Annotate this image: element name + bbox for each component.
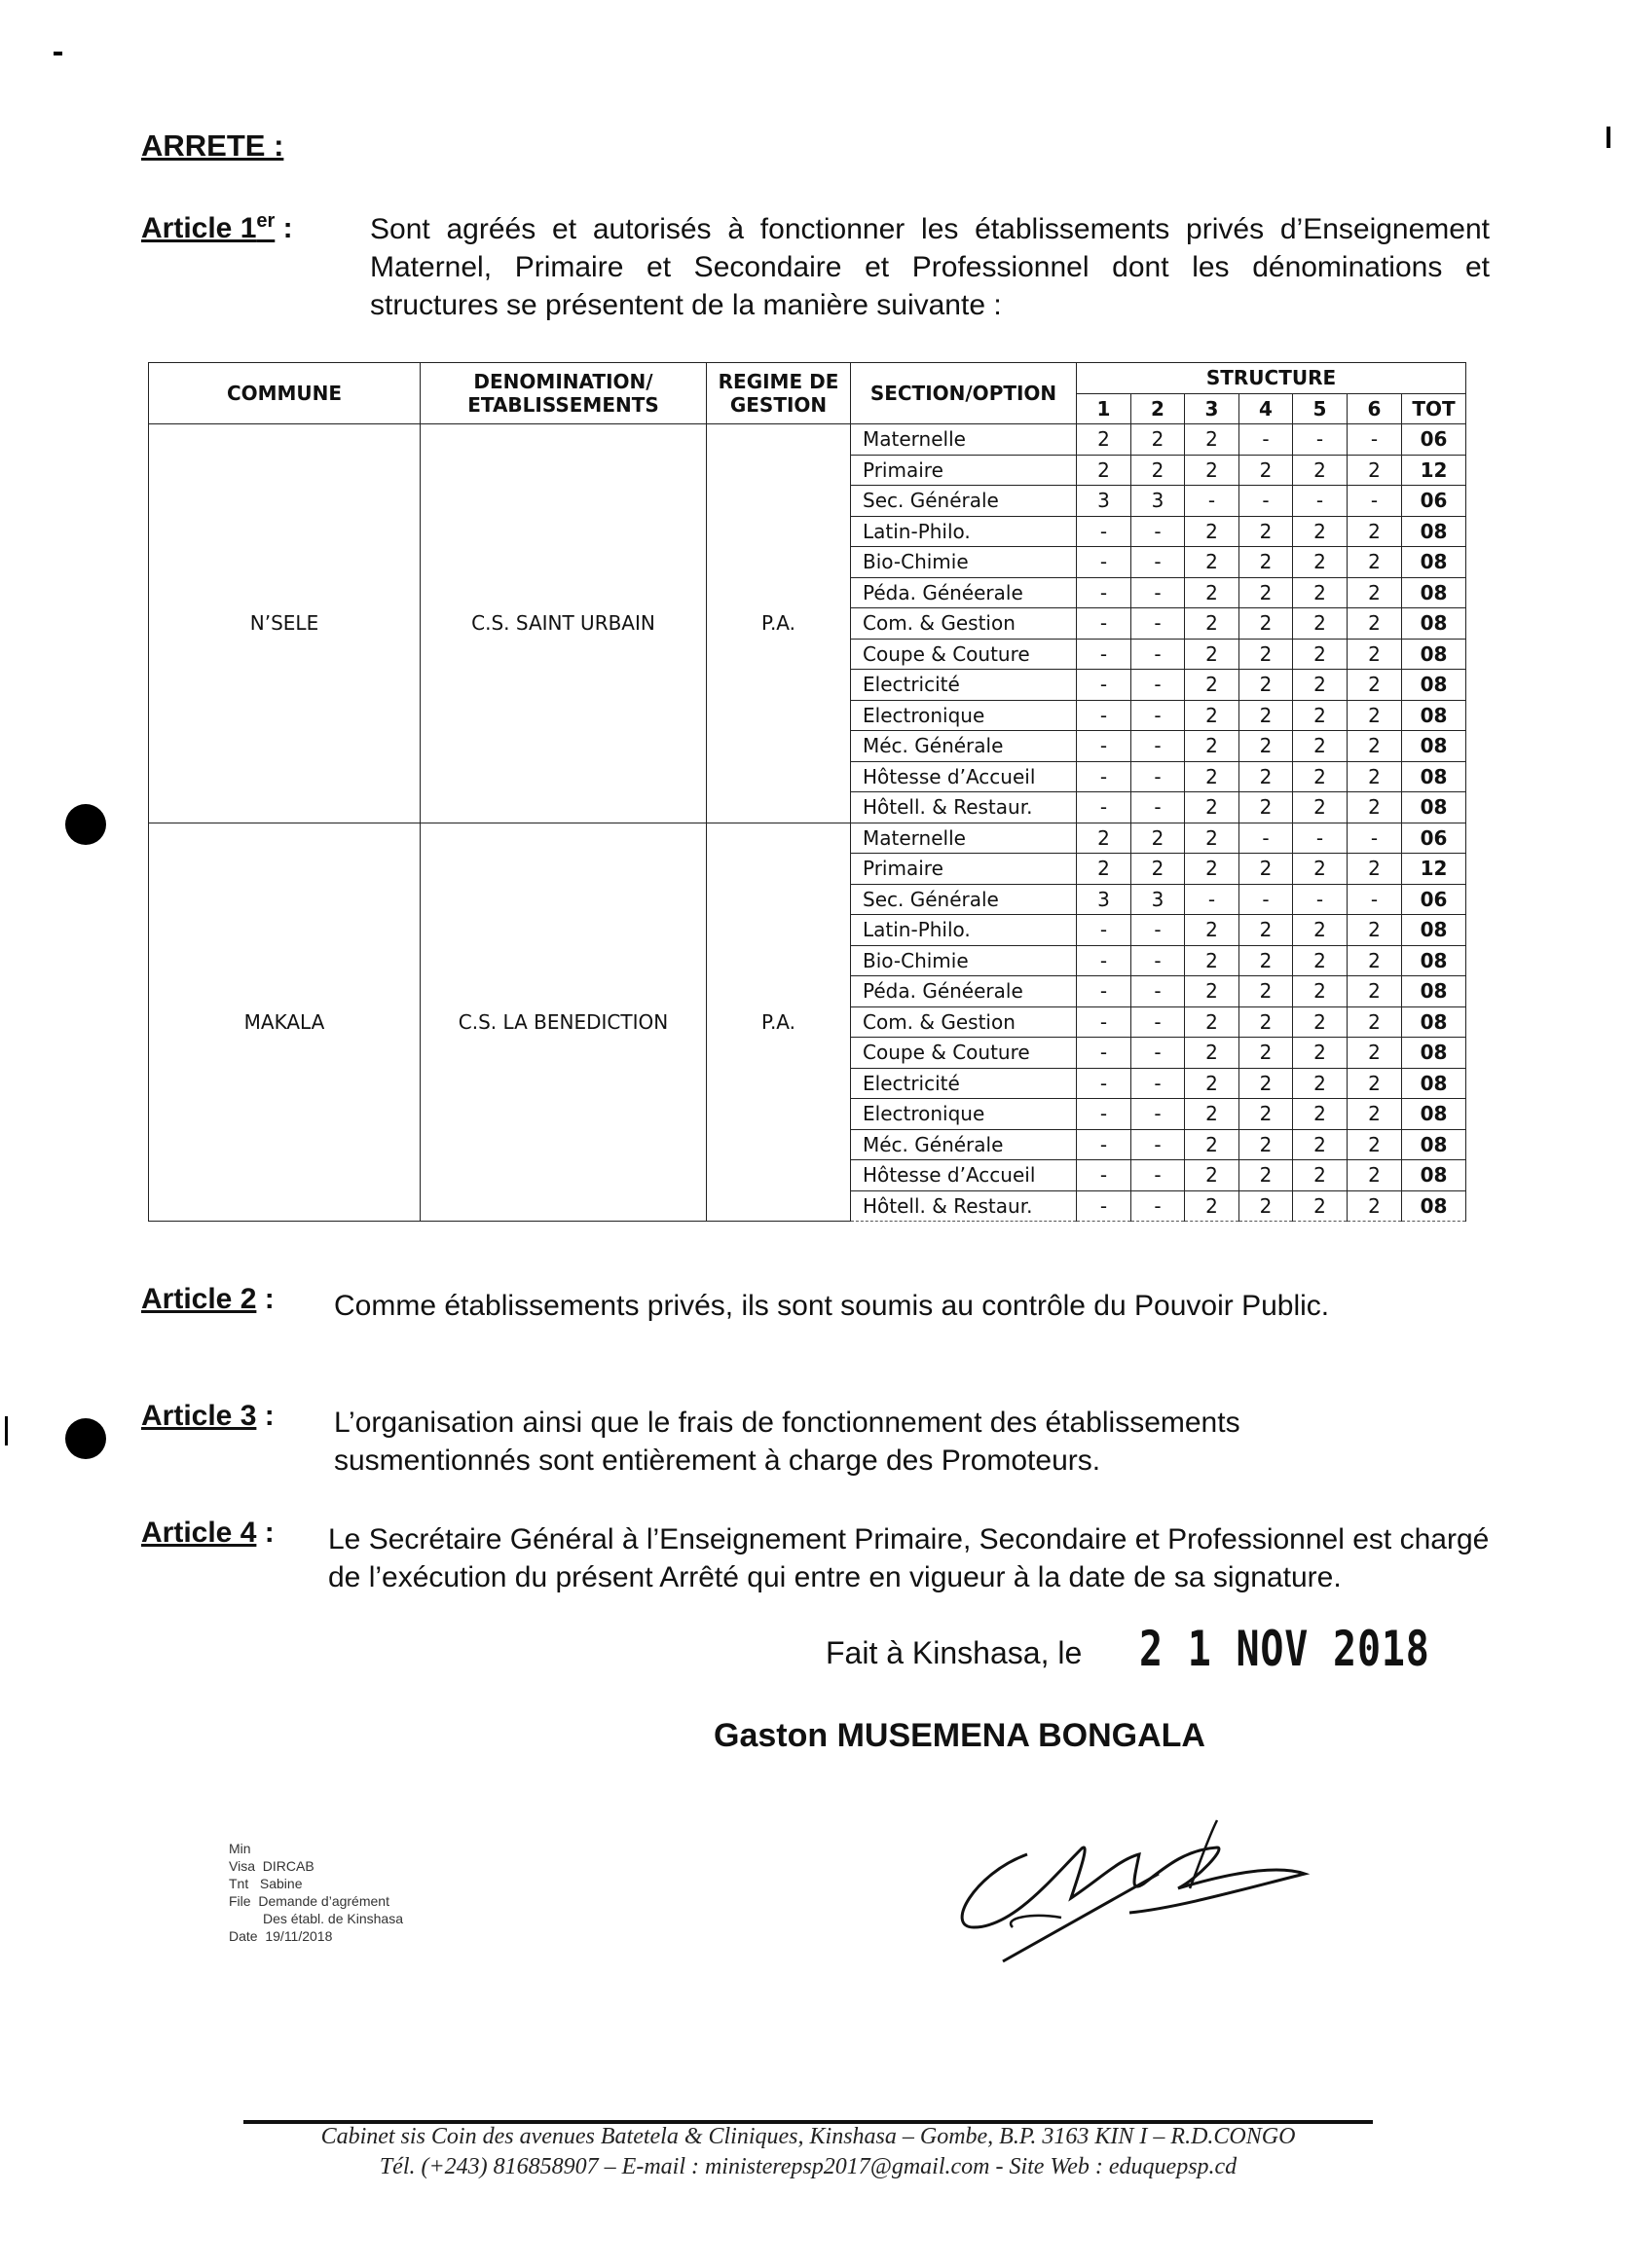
structure-value-cell: -: [1131, 1160, 1185, 1191]
structure-value-cell: 2: [1185, 608, 1239, 640]
structure-value-cell: -: [1077, 577, 1131, 608]
structure-value-cell: 2: [1239, 761, 1293, 792]
structure-value-cell: 2: [1185, 761, 1239, 792]
structure-value-cell: -: [1239, 884, 1293, 915]
visa-line: Tnt Sabine: [229, 1876, 303, 1891]
signature-icon: [935, 1781, 1324, 1976]
section-cell: Maternelle: [851, 823, 1077, 854]
structure-value-cell: 2: [1293, 731, 1348, 762]
structure-value-cell: 2: [1293, 854, 1348, 885]
structure-value-cell: 2: [1131, 424, 1185, 456]
structure-value-cell: -: [1077, 1190, 1131, 1222]
structure-value-cell: 2: [1185, 424, 1239, 456]
structure-value-cell: 2: [1239, 455, 1293, 486]
structure-value-cell: 2: [1239, 1068, 1293, 1099]
scan-speck: [54, 52, 62, 55]
article-1-title: Article 1er: [141, 210, 276, 244]
structure-value-cell: -: [1131, 1006, 1185, 1038]
total-cell: 08: [1402, 792, 1466, 823]
structure-value-cell: -: [1185, 486, 1239, 517]
total-cell: 08: [1402, 1129, 1466, 1160]
structure-value-cell: 2: [1293, 1068, 1348, 1099]
structure-value-cell: 2: [1239, 670, 1293, 701]
section-cell: Primaire: [851, 455, 1077, 486]
structure-value-cell: 2: [1348, 976, 1402, 1007]
place-date: Fait à Kinshasa, le: [826, 1635, 1083, 1670]
total-cell: 08: [1402, 1006, 1466, 1038]
article-1-text: Sont agréés et autorisés à fonctionner les établissements privés d’Enseignement Maternel, Primaire et Secondaire et Professionnel dont les dénominations et structures se présentent de la manière suivante :: [370, 213, 1490, 321]
structure-value-cell: -: [1131, 945, 1185, 976]
structure-value-cell: 2: [1293, 608, 1348, 640]
table-row: [149, 424, 1466, 456]
structure-value-cell: -: [1131, 547, 1185, 578]
structure-value-cell: -: [1131, 1038, 1185, 1069]
structure-value-cell: 3: [1077, 486, 1131, 517]
structure-value-cell: -: [1131, 670, 1185, 701]
header-structure: STRUCTURE: [1077, 363, 1466, 394]
article-4-text: Le Secrétaire Général à l’Enseignement Primaire, Secondaire et Professionnel est chargé de l’exécution du présent Arrêté qui entre en vigueur à la date de sa signature.: [328, 1523, 1490, 1593]
section-cell: Hôtell. & Restaur.: [851, 792, 1077, 823]
etablissement-cell: C.S. LA BENEDICTION: [421, 823, 707, 1222]
structure-value-cell: -: [1077, 1160, 1131, 1191]
article-4-title: Article 4: [141, 1517, 257, 1549]
structure-value-cell: -: [1077, 670, 1131, 701]
header-col-5: 5: [1293, 393, 1348, 424]
structure-value-cell: 2: [1077, 455, 1131, 486]
structure-value-cell: 2: [1185, 915, 1239, 946]
structure-value-cell: 2: [1293, 915, 1348, 946]
structure-value-cell: 3: [1077, 884, 1131, 915]
total-cell: 08: [1402, 1099, 1466, 1130]
structure-value-cell: 2: [1348, 516, 1402, 547]
structure-value-cell: -: [1131, 1129, 1185, 1160]
structure-value-cell: 2: [1293, 761, 1348, 792]
structure-value-cell: 2: [1293, 1006, 1348, 1038]
visa-line: Min: [229, 1841, 251, 1856]
structure-value-cell: 2: [1293, 1160, 1348, 1191]
total-cell: 12: [1402, 455, 1466, 486]
structure-value-cell: 2: [1348, 455, 1402, 486]
total-cell: 08: [1402, 1068, 1466, 1099]
structure-value-cell: -: [1131, 792, 1185, 823]
structure-value-cell: -: [1131, 577, 1185, 608]
structure-value-cell: -: [1077, 1099, 1131, 1130]
decree-heading: ARRETE :: [141, 128, 284, 163]
section-cell: Hôtesse d’Accueil: [851, 1160, 1077, 1191]
structure-value-cell: 2: [1348, 1129, 1402, 1160]
structure-value-cell: -: [1077, 761, 1131, 792]
header-col-1: 1: [1077, 393, 1131, 424]
punch-hole: [65, 1418, 106, 1459]
structure-value-cell: 2: [1239, 915, 1293, 946]
structure-value-cell: 2: [1185, 823, 1239, 854]
structure-value-cell: 2: [1131, 854, 1185, 885]
structure-value-cell: 2: [1185, 639, 1239, 670]
structure-value-cell: -: [1239, 823, 1293, 854]
structure-value-cell: -: [1239, 424, 1293, 456]
section-cell: Coupe & Couture: [851, 639, 1077, 670]
section-cell: Com. & Gestion: [851, 1006, 1077, 1038]
structure-value-cell: 2: [1185, 670, 1239, 701]
structure-value-cell: 2: [1239, 577, 1293, 608]
structure-value-cell: 3: [1131, 486, 1185, 517]
structure-value-cell: 2: [1239, 731, 1293, 762]
regime-cell: P.A.: [707, 823, 851, 1222]
total-cell: 08: [1402, 639, 1466, 670]
structure-value-cell: 2: [1239, 976, 1293, 1007]
total-cell: 08: [1402, 547, 1466, 578]
structure-value-cell: 2: [1293, 670, 1348, 701]
structure-value-cell: -: [1293, 486, 1348, 517]
structure-value-cell: 2: [1185, 945, 1239, 976]
total-cell: 08: [1402, 516, 1466, 547]
structure-value-cell: 2: [1185, 1006, 1239, 1038]
structure-value-cell: 2: [1348, 1068, 1402, 1099]
structure-value-cell: 2: [1239, 854, 1293, 885]
structure-value-cell: -: [1293, 823, 1348, 854]
structure-value-cell: 2: [1293, 1190, 1348, 1222]
commune-cell: MAKALA: [149, 823, 421, 1222]
section-cell: Bio-Chimie: [851, 945, 1077, 976]
structure-value-cell: 2: [1293, 792, 1348, 823]
structure-value-cell: -: [1077, 915, 1131, 946]
regime-cell: P.A.: [707, 424, 851, 823]
structure-value-cell: 2: [1348, 547, 1402, 578]
total-cell: 08: [1402, 670, 1466, 701]
structure-value-cell: -: [1131, 761, 1185, 792]
total-cell: 06: [1402, 823, 1466, 854]
structure-value-cell: -: [1293, 424, 1348, 456]
article-3-colon: :: [256, 1400, 275, 1432]
section-cell: Electronique: [851, 1099, 1077, 1130]
section-cell: Coupe & Couture: [851, 1038, 1077, 1069]
structure-value-cell: 2: [1239, 516, 1293, 547]
visa-line: Des établ. de Kinshasa: [229, 1911, 403, 1926]
structure-value-cell: 2: [1239, 1006, 1293, 1038]
structure-value-cell: -: [1185, 884, 1239, 915]
structure-value-cell: -: [1077, 731, 1131, 762]
structure-value-cell: -: [1077, 792, 1131, 823]
article-3-text: L’organisation ainsi que le frais de fonctionnement des établissements susmentionnés sont entièrement à charge des Promoteurs.: [334, 1407, 1240, 1477]
section-cell: Hôtell. & Restaur.: [851, 1190, 1077, 1222]
structure-value-cell: 2: [1185, 976, 1239, 1007]
structure-value-cell: -: [1293, 884, 1348, 915]
structure-value-cell: -: [1131, 1190, 1185, 1222]
structure-value-cell: -: [1239, 486, 1293, 517]
structure-value-cell: 2: [1239, 1099, 1293, 1130]
structure-value-cell: 2: [1077, 854, 1131, 885]
structure-value-cell: -: [1131, 976, 1185, 1007]
structure-value-cell: 2: [1185, 455, 1239, 486]
structure-value-cell: 2: [1077, 823, 1131, 854]
total-cell: 08: [1402, 700, 1466, 731]
structure-value-cell: -: [1131, 731, 1185, 762]
structure-value-cell: 2: [1348, 1190, 1402, 1222]
header-section: SECTION/OPTION: [851, 363, 1077, 424]
section-cell: Maternelle: [851, 424, 1077, 456]
structure-value-cell: -: [1131, 700, 1185, 731]
structure-value-cell: 2: [1239, 792, 1293, 823]
structure-value-cell: -: [1348, 486, 1402, 517]
section-cell: Sec. Générale: [851, 884, 1077, 915]
structure-value-cell: 2: [1185, 516, 1239, 547]
structure-value-cell: 2: [1185, 1038, 1239, 1069]
structure-value-cell: 2: [1185, 1068, 1239, 1099]
total-cell: 06: [1402, 486, 1466, 517]
structure-value-cell: -: [1348, 884, 1402, 915]
structure-value-cell: 2: [1348, 608, 1402, 640]
scan-speck: [1607, 127, 1610, 148]
structure-value-cell: 2: [1185, 577, 1239, 608]
header-denomination: DENOMINATION/ ETABLISSEMENTS: [421, 363, 707, 424]
footer-address: Cabinet sis Coin des avenues Batetela & Cliniques, Kinshasa – Gombe, B.P. 3163 KIN I – R.D.CONGO: [320, 2124, 1296, 2149]
structure-value-cell: 2: [1185, 1129, 1239, 1160]
structure-value-cell: 2: [1293, 700, 1348, 731]
structure-value-cell: 2: [1185, 1099, 1239, 1130]
total-cell: 08: [1402, 577, 1466, 608]
visa-line: Date 19/11/2018: [229, 1928, 333, 1944]
structure-value-cell: 2: [1293, 976, 1348, 1007]
structure-value-cell: 2: [1348, 700, 1402, 731]
structure-value-cell: 2: [1239, 639, 1293, 670]
structure-value-cell: 2: [1185, 1190, 1239, 1222]
structure-value-cell: 3: [1131, 884, 1185, 915]
structure-value-cell: 2: [1185, 792, 1239, 823]
structure-value-cell: 2: [1293, 639, 1348, 670]
footer-contact: Tél. (+243) 816858907 – E-mail : ministerepsp2017@gmail.com - Site Web : eduquepsp.cd: [379, 2154, 1238, 2179]
structure-value-cell: 2: [1185, 547, 1239, 578]
section-cell: Méc. Générale: [851, 1129, 1077, 1160]
structure-value-cell: -: [1077, 700, 1131, 731]
table-row: [149, 823, 1466, 854]
structure-value-cell: 2: [1348, 915, 1402, 946]
structure-value-cell: -: [1077, 1038, 1131, 1069]
header-col-3: 3: [1185, 393, 1239, 424]
section-cell: Bio-Chimie: [851, 547, 1077, 578]
total-cell: 08: [1402, 976, 1466, 1007]
structure-value-cell: 2: [1185, 854, 1239, 885]
visa-line: Visa DIRCAB: [229, 1858, 314, 1874]
total-cell: 08: [1402, 1038, 1466, 1069]
structure-value-cell: 2: [1348, 639, 1402, 670]
section-cell: Electricité: [851, 670, 1077, 701]
total-cell: 08: [1402, 1160, 1466, 1191]
structure-value-cell: 2: [1348, 731, 1402, 762]
structure-value-cell: 2: [1131, 823, 1185, 854]
structure-value-cell: 2: [1293, 1099, 1348, 1130]
structure-value-cell: 2: [1293, 1038, 1348, 1069]
article-2-label: [141, 1283, 275, 1316]
signer-name: Gaston MUSEMENA BONGALA: [714, 1717, 1205, 1754]
total-cell: 08: [1402, 1190, 1466, 1222]
section-cell: Hôtesse d’Accueil: [851, 761, 1077, 792]
total-cell: 08: [1402, 731, 1466, 762]
structure-value-cell: -: [1131, 1099, 1185, 1130]
header-col-6: 6: [1348, 393, 1402, 424]
structure-value-cell: 2: [1077, 424, 1131, 456]
total-cell: 08: [1402, 761, 1466, 792]
structure-value-cell: -: [1077, 945, 1131, 976]
structure-value-cell: -: [1077, 547, 1131, 578]
section-cell: Péda. Généerale: [851, 976, 1077, 1007]
structure-value-cell: 2: [1239, 1038, 1293, 1069]
date-stamp: 2 1 NOV 2018: [1139, 1621, 1430, 1677]
structure-table: [148, 362, 1466, 1222]
total-cell: 06: [1402, 424, 1466, 456]
section-cell: Latin-Philo.: [851, 915, 1077, 946]
section-cell: Latin-Philo.: [851, 516, 1077, 547]
structure-value-cell: -: [1348, 823, 1402, 854]
structure-value-cell: -: [1348, 424, 1402, 456]
structure-value-cell: 2: [1293, 1129, 1348, 1160]
section-cell: Péda. Généerale: [851, 577, 1077, 608]
structure-value-cell: 2: [1185, 731, 1239, 762]
structure-value-cell: 2: [1293, 455, 1348, 486]
total-cell: 12: [1402, 854, 1466, 885]
structure-value-cell: -: [1131, 915, 1185, 946]
article-3-title: Article 3: [141, 1400, 257, 1432]
commune-cell: N’SELE: [149, 424, 421, 823]
article-2-colon: :: [256, 1283, 275, 1315]
article-4-label: [141, 1517, 275, 1550]
total-cell: 06: [1402, 884, 1466, 915]
scan-speck: [5, 1416, 8, 1445]
structure-table-body: [149, 424, 1466, 1222]
structure-value-cell: 2: [1348, 1006, 1402, 1038]
structure-value-cell: 2: [1293, 516, 1348, 547]
article-2-text: Comme établissements privés, ils sont soumis au contrôle du Pouvoir Public.: [334, 1290, 1330, 1322]
structure-value-cell: 2: [1185, 1160, 1239, 1191]
structure-value-cell: 2: [1348, 792, 1402, 823]
structure-value-cell: 2: [1348, 854, 1402, 885]
structure-value-cell: 2: [1293, 577, 1348, 608]
structure-value-cell: 2: [1239, 1129, 1293, 1160]
structure-value-cell: 2: [1348, 761, 1402, 792]
section-cell: Sec. Générale: [851, 486, 1077, 517]
structure-value-cell: -: [1077, 1129, 1131, 1160]
structure-value-cell: 2: [1348, 1038, 1402, 1069]
section-cell: Méc. Générale: [851, 731, 1077, 762]
punch-hole: [65, 804, 106, 845]
total-cell: 08: [1402, 608, 1466, 640]
article-3-label: [141, 1400, 275, 1433]
structure-value-cell: 2: [1239, 700, 1293, 731]
structure-value-cell: -: [1077, 639, 1131, 670]
section-cell: Electricité: [851, 1068, 1077, 1099]
structure-value-cell: -: [1077, 1068, 1131, 1099]
header-commune: COMMUNE: [149, 363, 421, 424]
header-col-4: 4: [1239, 393, 1293, 424]
article-2-title: Article 2: [141, 1283, 257, 1315]
section-cell: Electronique: [851, 700, 1077, 731]
header-col-tot: TOT: [1402, 393, 1466, 424]
structure-value-cell: 2: [1348, 670, 1402, 701]
structure-value-cell: 2: [1239, 1160, 1293, 1191]
total-cell: 08: [1402, 915, 1466, 946]
structure-value-cell: 2: [1239, 945, 1293, 976]
structure-value-cell: 2: [1348, 1160, 1402, 1191]
structure-value-cell: -: [1131, 639, 1185, 670]
header-col-2: 2: [1131, 393, 1185, 424]
structure-value-cell: 2: [1239, 608, 1293, 640]
structure-value-cell: 2: [1239, 1190, 1293, 1222]
structure-value-cell: 2: [1131, 455, 1185, 486]
etablissement-cell: C.S. SAINT URBAIN: [421, 424, 707, 823]
structure-value-cell: -: [1131, 608, 1185, 640]
structure-value-cell: -: [1077, 516, 1131, 547]
structure-value-cell: -: [1131, 516, 1185, 547]
section-cell: Com. & Gestion: [851, 608, 1077, 640]
header-regime: REGIME DE GESTION: [707, 363, 851, 424]
structure-value-cell: 2: [1293, 547, 1348, 578]
section-cell: Primaire: [851, 854, 1077, 885]
structure-value-cell: -: [1077, 976, 1131, 1007]
structure-value-cell: -: [1077, 1006, 1131, 1038]
article-4-colon: :: [256, 1517, 275, 1549]
structure-value-cell: -: [1077, 608, 1131, 640]
article-1-colon: :: [275, 212, 293, 244]
structure-value-cell: 2: [1348, 577, 1402, 608]
structure-value-cell: 2: [1239, 547, 1293, 578]
article-1-label: [141, 210, 293, 245]
structure-value-cell: 2: [1185, 700, 1239, 731]
structure-value-cell: 2: [1293, 945, 1348, 976]
visa-block: [229, 1840, 403, 1945]
structure-value-cell: 2: [1348, 945, 1402, 976]
structure-value-cell: -: [1131, 1068, 1185, 1099]
structure-value-cell: 2: [1348, 1099, 1402, 1130]
visa-line: File Demande d’agrément: [229, 1893, 389, 1909]
total-cell: 08: [1402, 945, 1466, 976]
